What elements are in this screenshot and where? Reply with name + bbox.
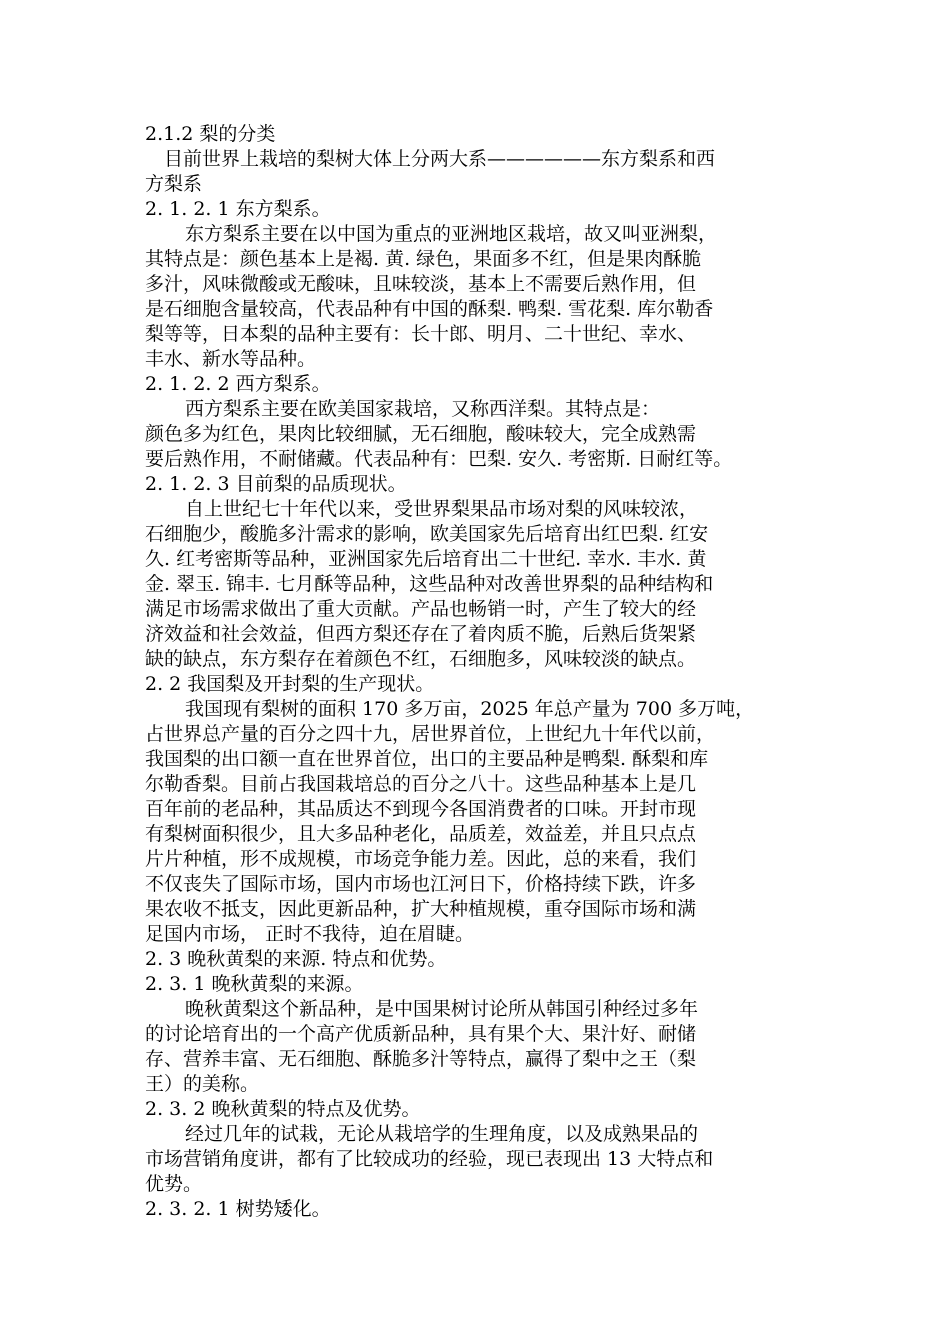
text-line: 果农收不抵支，因此更新品种，扩大种植规模，重夺国际市场和满 <box>145 898 697 920</box>
text-line: 存、营养丰富、无石细胞、酥脆多汁等特点，赢得了梨中之王（梨 <box>145 1048 697 1070</box>
text-line: 尔勒香梨。目前占我国栽培总的百分之八十。这些品种基本上是几 <box>145 773 697 795</box>
section-heading-dwarf: 2. 3. 2. 1 树势矮化。 <box>145 1198 331 1220</box>
text-line: 颜色多为红色，果肉比较细腻，无石细胞，酸味较大，完全成熟需 <box>145 423 697 445</box>
section-heading-east-pear: 2. 1. 2. 1 东方梨系。 <box>145 198 331 220</box>
section-heading-west-pear: 2. 1. 2. 2 西方梨系。 <box>145 373 331 395</box>
text-line: 足国内市场， 正时不我待，迫在眉睫。 <box>145 923 475 945</box>
text-line: 的讨论培育出的一个高产优质新品种，具有果个大、果汁好、耐储 <box>145 1023 697 1045</box>
text-line: 百年前的老品种，其品质达不到现今各国消费者的口味。开封市现 <box>145 798 697 820</box>
text-line: 优势。 <box>145 1173 203 1195</box>
section-heading-quality: 2. 1. 2. 3 目前梨的品质现状。 <box>145 473 407 495</box>
text-line: 方梨系 <box>145 173 203 195</box>
features-paragraph <box>145 1122 825 1197</box>
text-line: 久. 红考密斯等品种，亚洲国家先后培育出二十世纪. 幸水. 丰水. 黄 <box>145 548 707 570</box>
text-line: 要后熟作用，不耐储藏。代表品种有：巴梨. 安久. 考密斯. 日耐红等。 <box>145 448 733 470</box>
section-heading-late-autumn-pear: 2. 3 晚秋黄梨的来源. 特点和优势。 <box>145 948 447 970</box>
section-heading-origin: 2. 3. 1 晚秋黄梨的来源。 <box>145 973 364 995</box>
section-heading-2-1-2: 2.1.2 梨的分类 <box>145 123 276 145</box>
text-line: 我国梨的出口额一直在世界首位，出口的主要品种是鸭梨. 酥梨和库 <box>145 748 709 770</box>
text-line: 梨等等，日本梨的品种主要有：长十郎、明月、二十世纪、幸水、 <box>145 323 697 345</box>
text-line: 其特点是：颜色基本上是褐. 黄. 绿色，果面多不红，但是果肉酥脆 <box>145 248 702 270</box>
text-line: 我国现有梨树的面积 170 多万亩，2025 年总产量为 700 多万吨， <box>185 698 755 720</box>
text-line: 缺的缺点，东方梨存在着颜色不红，石细胞多，风味较淡的缺点。 <box>145 648 697 670</box>
text-line: 经过几年的试栽，无论从栽培学的生理角度，以及成熟果品的 <box>185 1123 699 1145</box>
text-line: 东方梨系主要在以中国为重点的亚洲地区栽培，故又叫亚洲梨， <box>185 223 718 245</box>
intro-paragraph <box>145 147 825 197</box>
text-line: 多汁，风味微酸或无酸味，且味较淡，基本上不需要后熟作用，但 <box>145 273 697 295</box>
text-line: 济效益和社会效益，但西方梨还存在了着肉质不脆，后熟后货架紧 <box>145 623 697 645</box>
text-line: 自上世纪七十年代以来，受世界梨果品市场对梨的风味较浓， <box>185 498 699 520</box>
text-line: 不仅丧失了国际市场，国内市场也江河日下，价格持续下跌，许多 <box>145 873 697 895</box>
text-line: 石细胞少，酸脆多汁需求的影响，欧美国家先后培育出红巴梨. 红安 <box>145 523 709 545</box>
text-line: 满足市场需求做出了重大贡献。产品也畅销一时，产生了较大的经 <box>145 598 697 620</box>
text-line: 丰水、新水等品种。 <box>145 348 317 370</box>
production-paragraph <box>145 697 825 947</box>
text-line: 是石细胞含量较高，代表品种有中国的酥梨. 鸭梨. 雪花梨. 库尔勒香 <box>145 298 714 320</box>
text-line: 有梨树面积很少，且大多品种老化，品质差，效益差，并且只点点 <box>145 823 697 845</box>
east-pear-paragraph <box>145 222 825 372</box>
document-page <box>145 122 825 1222</box>
quality-paragraph <box>145 497 825 672</box>
section-heading-features: 2. 3. 2 晚秋黄梨的特点及优势。 <box>145 1098 421 1120</box>
text-line: 西方梨系主要在欧美国家栽培，又称西洋梨。其特点是： <box>185 398 661 420</box>
west-pear-paragraph <box>145 397 825 472</box>
text-line: 金. 翠玉. 锦丰. 七月酥等品种，这些品种对改善世界梨的品种结构和 <box>145 573 714 595</box>
text-line: 占世界总产量的百分之四十九，居世界首位，上世纪九十年代以前， <box>145 723 716 745</box>
text-line: 市场营销角度讲，都有了比较成功的经验，现已表现出 13 大特点和 <box>145 1148 714 1170</box>
text-line: 片片种植，形不成规模，市场竞争能力差。因此，总的来看，我们 <box>145 848 697 870</box>
text-line: 晚秋黄梨这个新品种，是中国果树讨论所从韩国引种经过多年 <box>185 998 699 1020</box>
text-line: 王）的美称。 <box>145 1073 260 1095</box>
section-heading-production: 2. 2 我国梨及开封梨的生产现状。 <box>145 673 435 695</box>
text-line: 目前世界上栽培的梨树大体上分两大系——————东方梨系和西 <box>164 148 716 170</box>
origin-paragraph <box>145 997 825 1097</box>
